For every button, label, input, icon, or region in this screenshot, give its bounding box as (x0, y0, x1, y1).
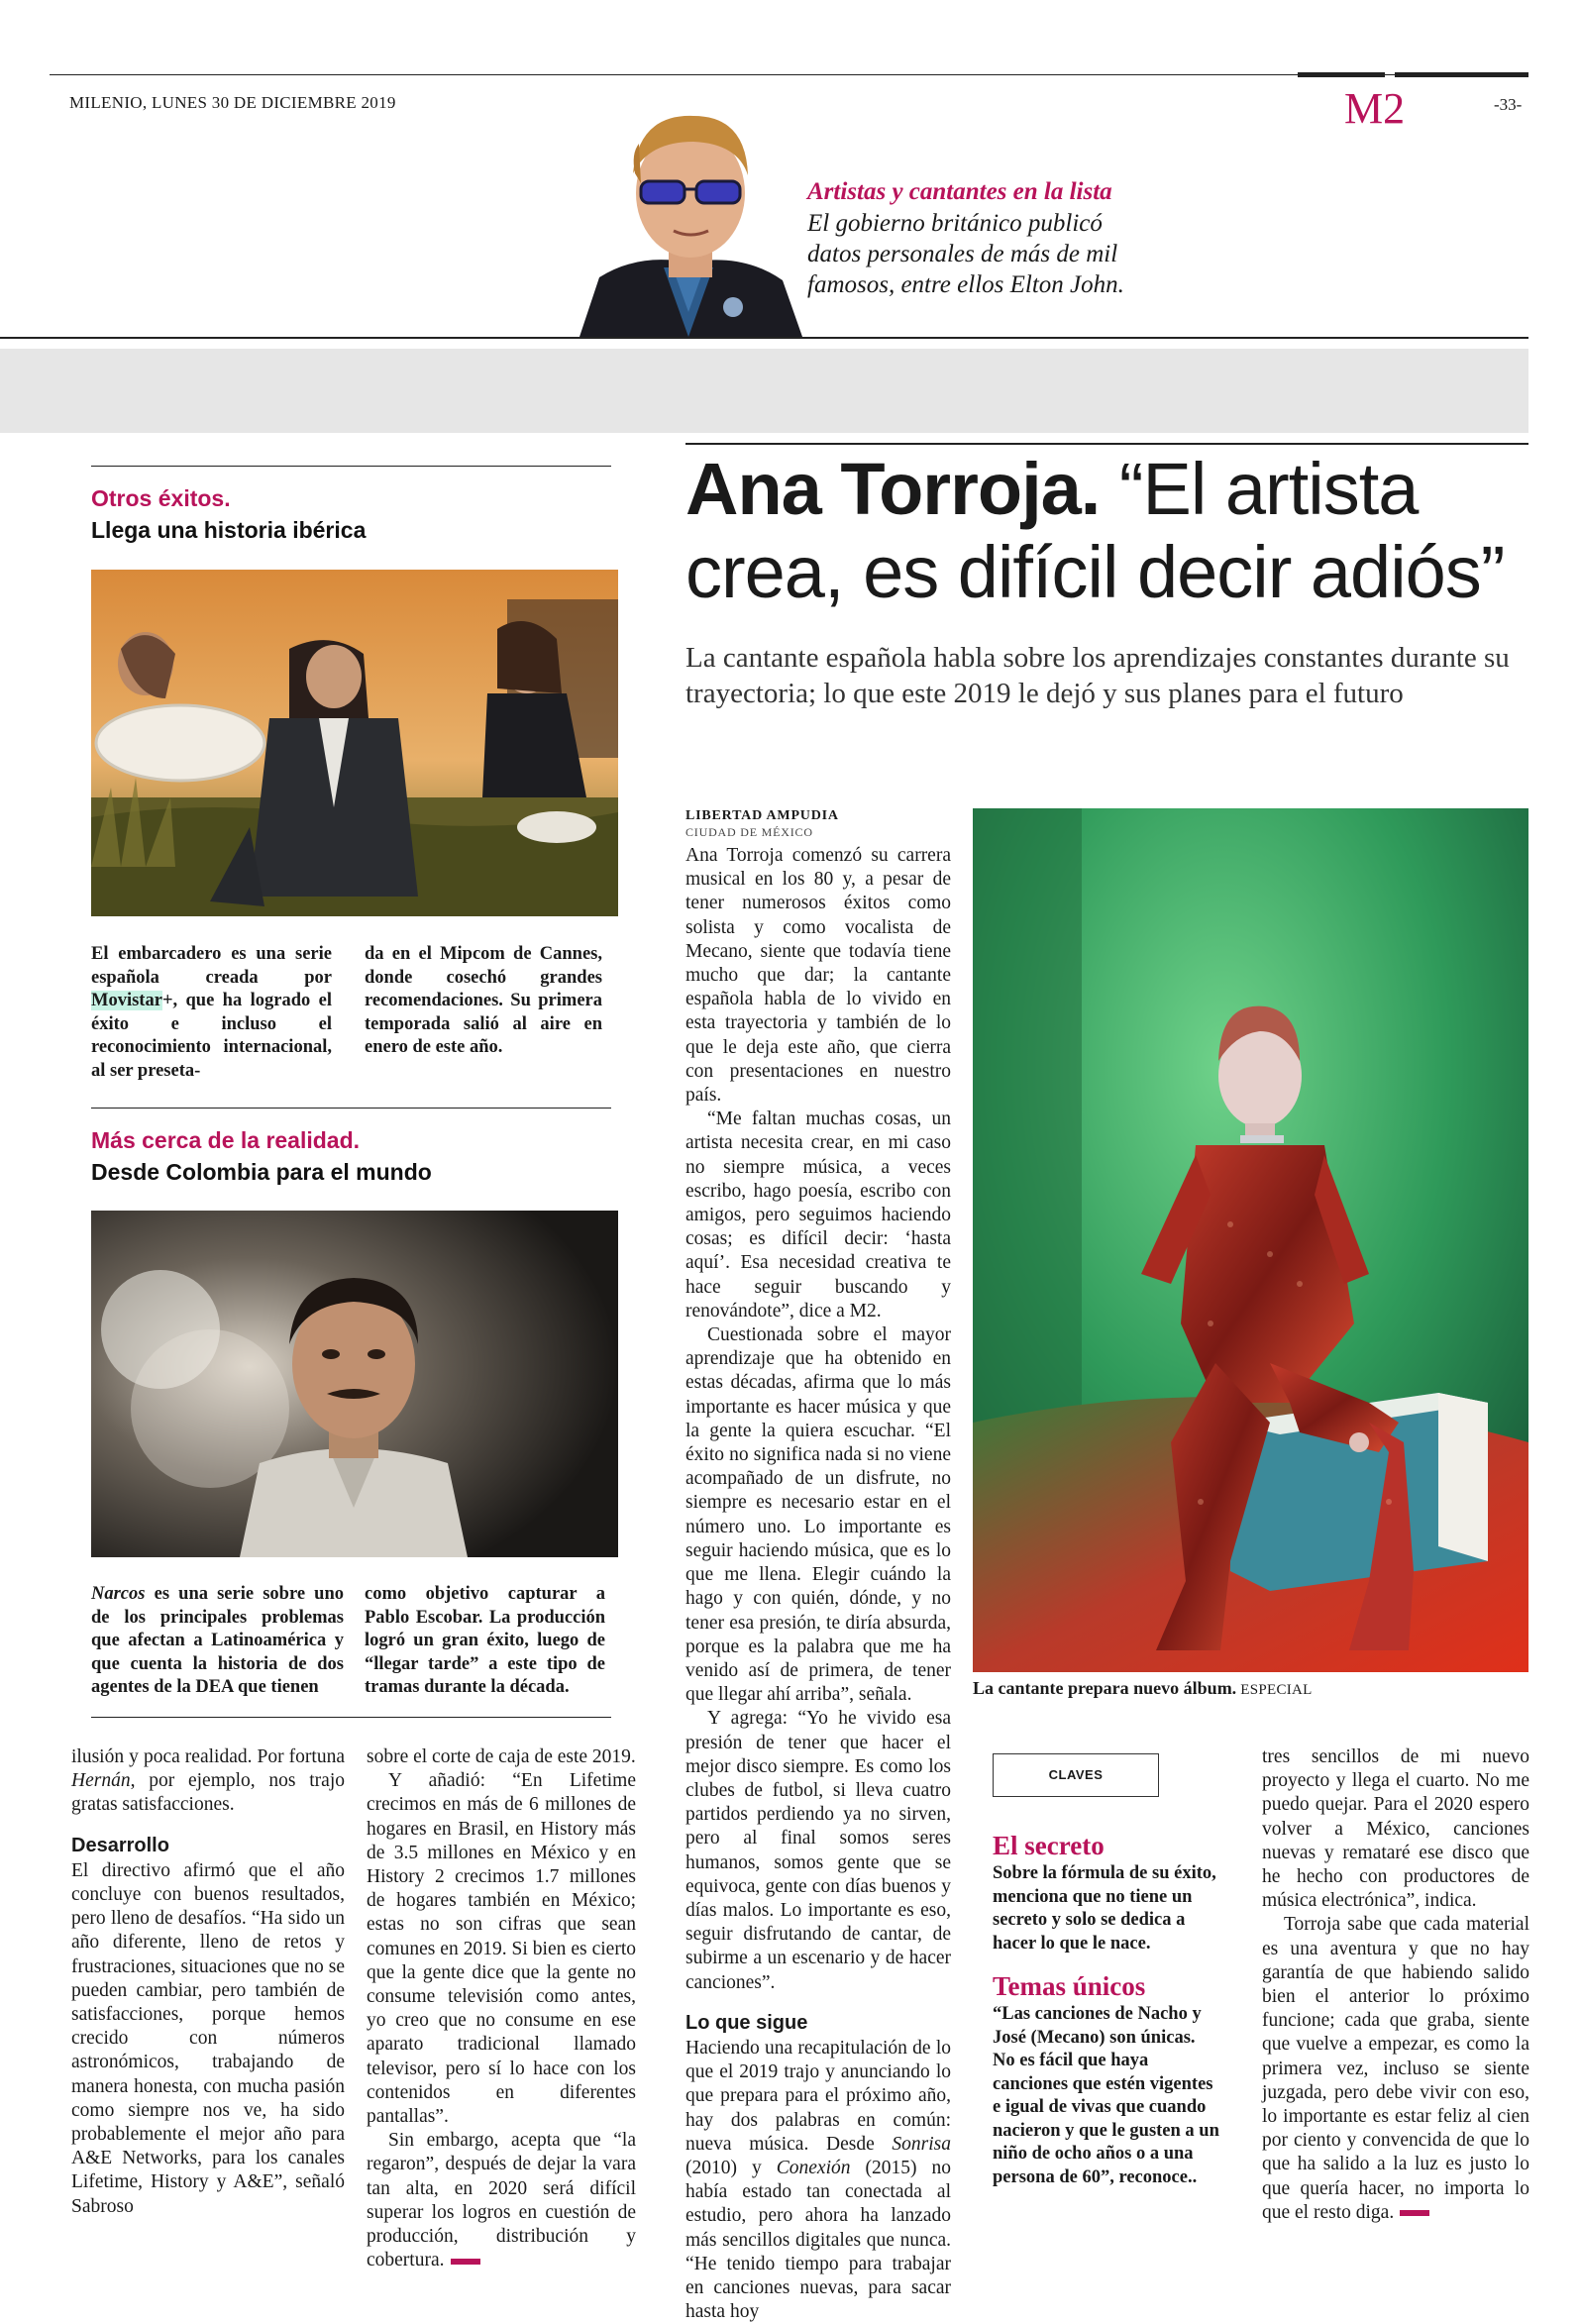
album-title: Conexión (776, 2157, 851, 2178)
lo-que-sigue-subhead: Lo que sigue (685, 2011, 808, 2034)
album-title: Sonrisa (892, 2133, 951, 2155)
story2-caption-col1 (91, 1583, 344, 1700)
story2-title: Desde Colombia para el mundo (91, 1159, 432, 1185)
movistar-link[interactable]: Movistar (91, 991, 162, 1010)
page-tab-bar (1395, 72, 1528, 77)
dateline: MILENIO, LUNES 30 DE DICIEMBRE 2019 (69, 93, 396, 112)
story1-caption-col2: da en el Mipcom de Cannes, donde cosechó grandes recomendaciones. Su primera temporada salió al aire en enero de este año. (365, 944, 602, 1057)
story2-caption-col2: como objetivo capturar a Pablo Escobar. La producción logró un gran éxito, luego de “llegar tarde” a este tipo de tramas durante la década. (365, 1584, 605, 1697)
body-text: (2015) no había estado tan conectada al estudio, pero ahora ha lanzado más sencillos digitales que nunca. “He tenido tiempo para trabajar en canciones nuevas, para sacar hasta hoy (685, 2157, 951, 2323)
lower-left-col2 (367, 1745, 636, 2272)
body-text: ilusión y poca realidad. Por fortuna (71, 1746, 345, 1767)
story2-kicker: Más cerca de la realidad. (91, 1127, 361, 1153)
lower-left-col1 (71, 1745, 345, 2219)
claves-label: CLAVES (993, 1753, 1159, 1797)
caption-text: +, que ha logrado el éxito e incluso el reconocimiento internacional, al ser preseta- (91, 991, 332, 1081)
story1-title: Llega una historia ibérica (91, 517, 367, 543)
ana-torroja-photo (973, 808, 1528, 1672)
body-paragraph: tres sencillos de mi nuevo proyecto y llega el cuarto. No me puedo quejar. Para el 2020 espero volver a México, canciones nuevas y remataré ese disco que he hecho con productores de música electrónica”, indica. (1262, 1746, 1529, 1912)
caption-text: El embarcadero es una serie española creada por (91, 944, 332, 988)
el-embarcadero-photo (91, 570, 618, 916)
main-headline (685, 448, 1537, 614)
claves-item1-title: El secreto (993, 1831, 1105, 1860)
caption-title-italic: Narcos (91, 1584, 146, 1604)
header-bottom-rule (0, 337, 1528, 339)
main-col-right (1262, 1745, 1529, 2225)
sidebar-rule-2 (91, 1108, 611, 1109)
claves-item2-text: “Las canciones de Nacho y José (Mecano) son únicas. No es fácil que haya canciones que estén vigentes e igual de vivas que cuando nacieron y que le gusten a un niño de ocho años o a una persona de 60”, reconoce.. (993, 2004, 1219, 2187)
body-text: Sin embargo, acepta que “la regaron”, después de dejar la vara tan alta, en 2020 será difícil superar los logros en cuestión de producción, distribución y cobertura. (367, 2130, 636, 2271)
ad-band (0, 349, 1528, 433)
section-label: M2 (1344, 84, 1406, 133)
teaser-line: datos personales de más de mil (807, 241, 1118, 267)
body-text: Torroja sabe que cada material es una aventura y que no hay garantía de que habiendo salido bien el anterior lo próximo funcione; cada que graba, siente que vuelve a empezar, es como la primera vez, incluso se siente juzgada, pero debe vivir con eso, lo importante es estar feliz al cien por ciento y convencida de que lo que ha salido a la luz es justo lo que quería hacer, no importa lo que el resto diga. (1262, 1914, 1529, 2223)
body-italic: Hernán (71, 1770, 131, 1792)
main-top-rule (685, 443, 1528, 445)
narcos-photo (91, 1211, 618, 1557)
end-mark (1400, 2210, 1429, 2216)
page-number: -33- (1494, 95, 1523, 114)
claves-item2-title: Temas únicos (993, 1971, 1146, 2001)
teaser-text (807, 208, 1124, 300)
caption-bold: La cantante prepara nuevo álbum. (973, 1678, 1237, 1698)
story1-kicker: Otros éxitos. (91, 485, 231, 511)
body-paragraph: Cuestionada sobre el mayor aprendizaje que ha obtenido en estas décadas, afirma que lo más importante es hacer música y que la gente la quiera escuchar. “El éxito no significa nada si no viene acompañado de un disfrute, no siempre es necesario estar en el número uno. Lo importante es seguir haciendo música, que es lo que me llena. Elegir cuándo la hago y con quién, dónde, y no tener esa presión, te diría absurda, porque es la palabra que me ha venido así de primera, de tener que llegar ahí arriba”, señala. (685, 1324, 951, 1706)
body-text: (2010) y (685, 2157, 777, 2178)
body-paragraph: sobre el corte de caja de este 2019. (367, 1746, 636, 1767)
main-photo-caption (973, 1678, 1313, 1699)
teaser-line: famosos, entre ellos Elton John. (807, 271, 1124, 298)
desarrollo-subhead: Desarrollo (71, 1834, 169, 1856)
body-paragraph: El directivo afirmó que el año concluye con buenos resultados, pero lleno de desafíos. “Ha sido un año diferente, lleno de retos y frustraciones, situaciones que no se pueden cambiar, pero también de satisfacciones, porque hemos crecido con números astronómicos, trabajando de manera honesta, con mucha pasión como siempre nos ve, ha sido probablemente el mejor año para A&E Networks, para los canales Lifetime, History y A&E”, señaló Sabroso (71, 1859, 345, 2217)
story1-caption-col1 (91, 943, 332, 1083)
sidebar-rule-1 (91, 466, 611, 467)
body-paragraph: “Me faltan muchas cosas, un artista necesita crear, en mi caso no siempre música, a veces escribo, hago poesía, escribo con amigos, pero seguimos haciendo cosas; es difícil decir: ‘hasta aquí’. Esa necesidad creativa te hace seguir buscando y renovándote”, dice a M2. (685, 1109, 951, 1321)
main-deck: La cantante española habla sobre los aprendizajes constantes durante su trayectoria; lo que este 2019 le dejó y sus planes para el futuro (685, 642, 1510, 709)
headline-quote: “El artista (1100, 448, 1419, 530)
caption-text: es una serie sobre uno de los principales problemas que afectan a Latinoamérica y que cuenta la historia de dos agentes de la DEA que tienen (91, 1584, 344, 1697)
photo-credit: ESPECIAL (1236, 1682, 1313, 1698)
main-col1 (685, 844, 951, 2324)
body-paragraph: Ana Torroja comenzó su carrera musical en los 80 y, a pesar de tener numerosos éxitos como solista y como vocalista de Mecano, siente que todavía tiene mucho que dar; la cantante española habla de lo vivido en esta trayectoria y también de lo que le deja este año, que cierra con presentaciones en nuestro país. (685, 845, 951, 1107)
body-text: , por ejemplo, nos trajo gratas satisfacciones. (71, 1770, 345, 1816)
byline-location: CIUDAD DE MÉXICO (685, 825, 813, 839)
section-tab-bar (1298, 72, 1385, 77)
body-paragraph: Y añadió: “En Lifetime crecimos en más de 6 millones de hogares en Brasil, en History más de 3.5 millones en México y en History 2 crecimos 1.7 millones de hogares también en México; estas no son cifras que sean comunes en 2019. Si bien es cierto que la gente dice que la gente no consume televisión como antes, yo creo que no consume en ese aparato tradicional llamado televisor, pero sí lo hace con los contenidos en diferentes pantallas”. (367, 1770, 636, 2128)
body-text: Haciendo una recapitulación de lo que el 2019 trajo y anunciando lo que prepara para el próximo año, hay dos palabras en común: nueva música. Desde (685, 2037, 951, 2155)
lower-left-rule (91, 1717, 611, 1718)
headline-quote: crea, es difícil decir adiós” (685, 531, 1505, 613)
end-mark (451, 2259, 480, 2265)
teaser-portrait (570, 104, 807, 337)
byline: LIBERTAD AMPUDIA (685, 808, 839, 823)
body-paragraph: Y agrega: “Yo he vivido esa presión de tener que hacer el mejor disco siempre. Es como los clubes de futbol, si lleva cuatro partidos perdiendo ya no sirven, pero al final somos seres humanos, somos gente que se equivoca, gente con días buenos y días malos. Lo importante es eso, seguir disfrutando de cantar, de subirme a un escenario y de hacer canciones”. (685, 1708, 951, 1993)
teaser-kicker[interactable]: Artistas y cantantes en la lista (807, 178, 1112, 205)
headline-name: Ana Torroja. (685, 448, 1101, 530)
teaser-line: El gobierno británico publicó (807, 210, 1103, 237)
claves-item1-text: Sobre la fórmula de su éxito, menciona que no tiene un secreto y solo se dedica a hacer lo que le nace. (993, 1863, 1216, 1954)
